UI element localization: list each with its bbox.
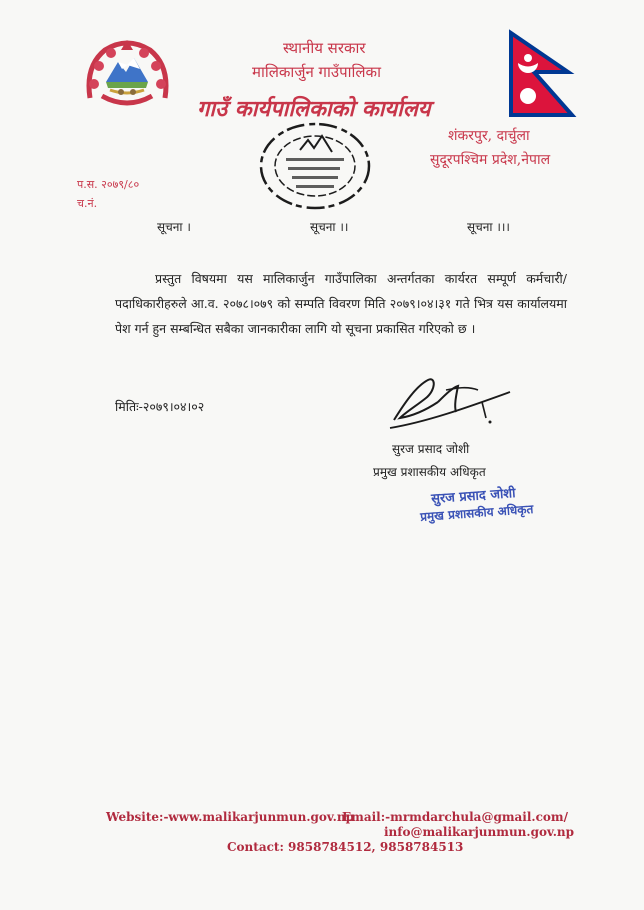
local-government-heading: स्थानीय सरकार — [283, 39, 366, 57]
nepal-emblem-icon — [80, 36, 175, 118]
address-line-2: सुदूरपश्चिम प्रदेश,नेपाल — [430, 152, 551, 168]
notice-heading-1: सूचना । — [157, 220, 191, 234]
municipality-name: मालिकार्जुन गाउँपालिका — [252, 63, 381, 81]
signatory-name: सुरज प्रसाद जोशी — [392, 442, 470, 456]
notice-heading-3: सूचना ।।। — [467, 220, 510, 234]
office-seal-icon — [256, 120, 374, 212]
footer-email-2: info@malikarjunmun.gov.np — [384, 825, 575, 839]
office-title: गाउँ कार्यपालिकाको कार्यालय — [197, 96, 431, 122]
letter-reference-number: प.स. २०७९/८० — [77, 178, 140, 191]
notice-body: प्रस्तुत विषयमा यस मालिकार्जुन गाउँपालिका अन्तर्गतका कार्यरत सम्पूर्ण कर्मचारी/पदाधिकारीहरुले आ.व. २०७८।०७९ को सम्पति विवरण मिति २०७९।०४।३१ गते भित्र यस कार्यालयमा पेश गर्न हुन सम्बन्धित सबैका जानकारीका लागि यो सूचना प्रकासित गरिएको छ । — [115, 271, 567, 336]
footer-email-1: Email:-mrmdarchula@gmail.com/ — [342, 810, 568, 824]
notice-heading-2: सूचना ।। — [310, 220, 349, 234]
stamp-title: प्रमुख प्रशासकीय अधिकृत — [419, 502, 534, 524]
signatory-title: प्रमुख प्रशासकीय अधिकृत — [373, 465, 486, 479]
address-line-1: शंकरपुर, दार्चुला — [448, 128, 530, 144]
signature-icon — [386, 372, 516, 434]
dispatch-number: च.नं. — [77, 197, 98, 210]
issue-date: मितिः-२०७९।०४।०२ — [115, 399, 205, 414]
nepal-flag-icon — [508, 30, 578, 118]
footer-contact: Contact: 9858784512, 9858784513 — [227, 840, 464, 854]
stamp-name: सुरज प्रसाद जोशी — [430, 486, 517, 507]
footer-website: Website:-www.malikarjunmun.gov.np — [106, 810, 354, 824]
